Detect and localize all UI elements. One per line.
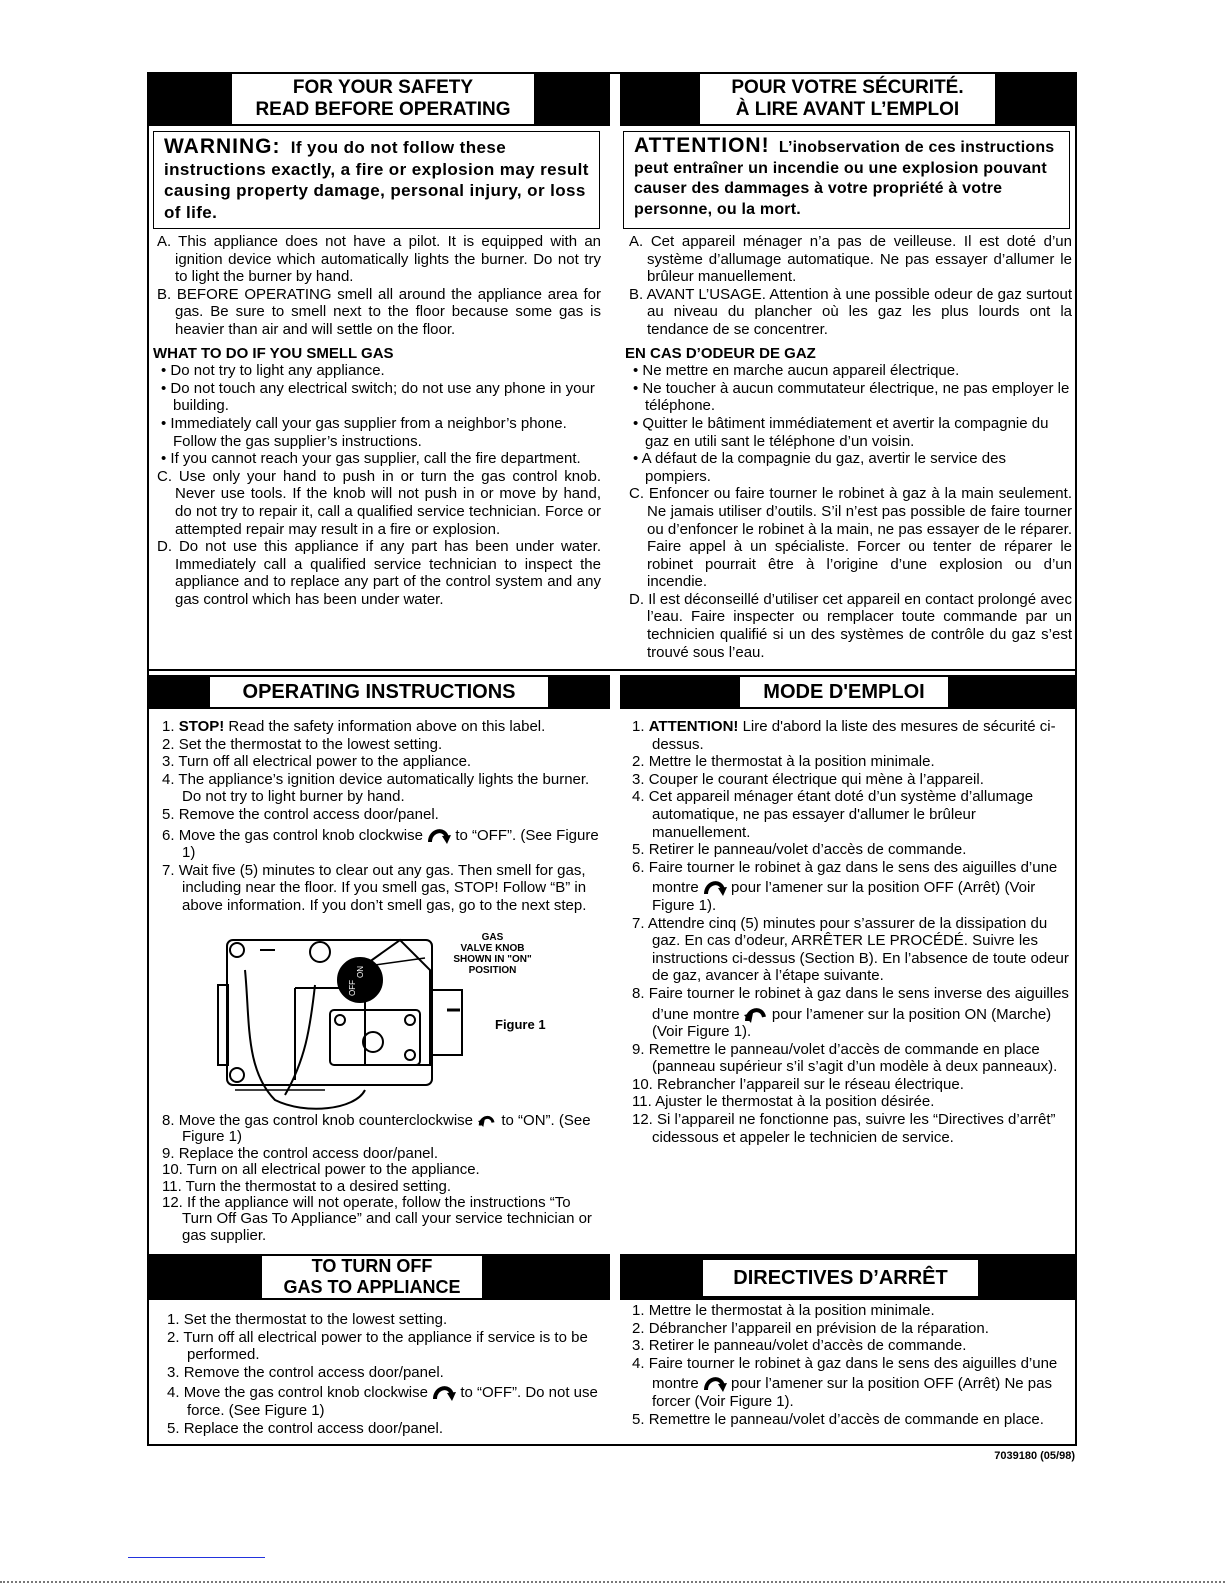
step-number: 7. [162, 861, 175, 879]
step-text: Turn off all electrical power to the appliance. [178, 753, 472, 771]
step-text: Ajuster le thermostat à la position désirée. [655, 1093, 935, 1111]
counterclockwise-arrow-icon [477, 1112, 497, 1127]
step-item [150, 771, 602, 806]
step-text: Move the gas control knob counterclockwise [178, 1112, 474, 1129]
step-text: Couper le courant électrique qui mène à l’appareil. [648, 770, 984, 788]
step-text: The appliance’s ignition device automatically lights the burner. Do not try to light burner by hand. [178, 770, 590, 806]
step-number: 11. [632, 1093, 652, 1111]
step-item [150, 1146, 602, 1162]
step-number: 5. [167, 1419, 180, 1437]
step-number: 1. [632, 718, 645, 735]
step-item [620, 859, 1072, 915]
warning-box-en [153, 131, 600, 229]
step-number: 5. [632, 841, 645, 859]
step-item [620, 985, 1072, 1041]
safety-item-c: C. Use only your hand to push in or turn the gas control knob. Never use tools. If the knob will not push in or move by hand, do not try to repair it, call a qualified service technician. Force or attempted repair may result in a fire or explosion. [157, 467, 601, 538]
step-text: Débrancher l’appareil en prévision de la réparation. [648, 1319, 989, 1337]
smell-gas-heading: EN CAS D’ODEUR DE GAZ [625, 344, 816, 362]
step-item [155, 1329, 600, 1364]
safety-item-b: B. AVANT L’USAGE. Attention à une possible odeur de gaz surtout au niveau du plancher où les gaz les plus lourds ont la tendance de se concentrer. [629, 285, 1072, 338]
step-text: Remove the control access door/panel. [183, 1363, 444, 1381]
title-line: READ BEFORE OPERATING [255, 99, 511, 120]
svg-text:OFF: OFF [348, 980, 357, 996]
safety-item-a: A. Cet appareil ménager n’a pas de veilleuse. Il est doté d’un système d’allumage automatique. Ne pas essayer d’allumer le brûleur manuellement. [629, 233, 1072, 286]
step-text: Move the gas control knob clockwise [183, 1384, 428, 1402]
step-text: pour l’amener sur la position OFF (Arrêt) Ne pas forcer (Voir Figure 1). [652, 1375, 1052, 1410]
turnoff-steps-fr [620, 1302, 1072, 1428]
step-number: 8. [162, 1112, 175, 1129]
bullet: • Ne toucher à aucun commutateur électrique, ne pas employer le téléphone. [633, 379, 1070, 415]
turnoff-title-fr: DIRECTIVES D’ARRÊT [703, 1260, 978, 1296]
step-text: Retirer le panneau/volet d’accès de commande. [648, 841, 967, 859]
step-number: 1. [167, 1311, 180, 1328]
step-number: 3. [632, 1337, 645, 1355]
step-text: Turn the thermostat to a desired setting. [185, 1177, 452, 1195]
operating-title-en: OPERATING INSTRUCTIONS [210, 677, 548, 707]
document-code: 7039180 (05/98) [994, 1450, 1075, 1462]
step-item [150, 806, 602, 824]
step-item [620, 788, 1072, 841]
step-text: to “OFF”. Do not use force. (See Figure 1) [187, 1384, 598, 1419]
step-item [620, 1041, 1072, 1076]
operating-title-fr: MODE D'EMPLOI [740, 677, 948, 707]
step-item [620, 1076, 1072, 1094]
step-item [620, 1093, 1072, 1111]
safety-item-b: B. BEFORE OPERATING smell all around the appliance area for gas. Be sure to smell next to the floor because some gas is heavier than air and will settle on the floor. [157, 285, 601, 338]
step-text: Mettre le thermostat à la position minimale. [648, 753, 935, 771]
operating-steps-en-continued [150, 1112, 602, 1244]
clockwise-arrow-icon [703, 1372, 727, 1392]
step-text: Mettre le thermostat à la position minimale. [648, 1302, 935, 1319]
step-number: 3. [167, 1363, 180, 1381]
clockwise-arrow-icon [427, 824, 451, 844]
step-item [150, 753, 602, 771]
step-number: 2. [632, 1319, 645, 1337]
operating-steps-fr [620, 718, 1072, 1146]
page-edge [0, 1581, 1225, 1583]
step-item [620, 915, 1072, 985]
step-text: Set the thermostat to the lowest setting. [178, 735, 443, 753]
bullet: • Ne mettre en marche aucun appareil électrique. [633, 362, 960, 380]
step-number: 8. [632, 984, 645, 1002]
step-number: 12. [162, 1194, 183, 1212]
step-item [155, 1381, 600, 1419]
step-text: Read the safety information above on this label. [224, 718, 546, 735]
step-text: pour l’amener sur la position OFF (Arrêt) (Voir Figure 1). [652, 879, 1036, 914]
step-emphasis: ATTENTION! [648, 718, 739, 735]
step-emphasis: STOP! [178, 718, 225, 735]
bullet: • If you cannot reach your gas supplier, call the fire department. [161, 450, 581, 468]
step-number: 1. [162, 718, 175, 735]
step-text: Replace the control access door/panel. [183, 1419, 444, 1437]
step-item [150, 736, 602, 754]
step-item [150, 1179, 602, 1195]
step-number: 5. [162, 805, 175, 823]
step-item [620, 771, 1072, 789]
step-text: Retirer le panneau/volet d’accès de commande. [648, 1337, 967, 1355]
title-line: POUR VOTRE SÉCURITÉ. [731, 77, 964, 98]
figure-caption: Figure 1 [495, 1017, 546, 1032]
step-text: Si l’appareil ne fonctionne pas, suivre les “Directives d’arrêt” cidessous et appeler le technicien de service. [652, 1111, 1056, 1146]
step-item [150, 824, 602, 862]
step-text: to “OFF”. (See Figure 1) [182, 826, 599, 862]
safety-title-fr [700, 74, 995, 124]
step-item [620, 1111, 1072, 1146]
step-item [620, 753, 1072, 771]
step-item [620, 1411, 1072, 1429]
step-number: 3. [162, 753, 175, 771]
step-text: Set the thermostat to the lowest setting. [183, 1311, 448, 1328]
step-item [620, 718, 1072, 753]
step-item [150, 718, 602, 736]
step-text: Faire tourner le robinet à gaz dans le sens des aiguilles d’une montre [648, 858, 1058, 897]
warning-label: ATTENTION! [634, 134, 770, 157]
safety-item-d: D. Do not use this appliance if any part has been under water. Immediately call a qualified service technician to inspect the appliance and to replace any part of the control system and any gas control which has been under water. [157, 538, 601, 608]
step-text: If the appliance will not operate, follow the instructions “To Turn Off Gas To Appliance” and call your service technician or gas supplier. [182, 1194, 592, 1244]
clockwise-arrow-icon [432, 1381, 456, 1401]
safety-item-d: D. Il est déconseillé d’utiliser cet appareil en contact prolongé avec l’eau. Faire inspecter ou remplacer toute commande par un technicien qualifié si un des systèmes de contrôle du gaz s’est trouvé sous l’eau. [629, 590, 1072, 661]
step-text: Remove the control access door/panel. [178, 805, 439, 823]
step-text: Wait five (5) minutes to clear out any gas. Then smell for gas, including near the floor. If you smell gas, STOP! Follow “B” in above information. If you don’t smell gas, go to the next step. [178, 861, 587, 914]
step-text: Move the gas control knob clockwise [178, 826, 423, 844]
step-number: 2. [632, 753, 645, 771]
turnoff-steps-en [155, 1311, 600, 1437]
step-text: Turn on all electrical power to the appliance. [186, 1161, 480, 1179]
smell-gas-heading: WHAT TO DO IF YOU SMELL GAS [153, 344, 394, 362]
step-number: 11. [162, 1177, 182, 1195]
step-text: Rebrancher l’appareil sur le réseau électrique. [657, 1075, 964, 1093]
safety-body-en [153, 233, 601, 608]
step-item [150, 1162, 602, 1178]
step-number: 4. [167, 1384, 180, 1402]
step-number: 9. [632, 1040, 645, 1058]
counterclockwise-arrow-icon [744, 1003, 768, 1023]
warning-text: L’inobservation de ces instructions peut entraîner un incendie ou une explosion pouvant causer des dammages à votre propriété à votre personne, ou la mort. [634, 139, 1055, 218]
step-number: 1. [632, 1302, 645, 1319]
step-item [155, 1311, 600, 1329]
step-number: 4. [162, 770, 175, 788]
step-text: Remettre le panneau/volet d’accès de commande en place. [648, 1410, 1044, 1428]
step-text: Turn off all electrical power to the appliance if service is to be performed. [183, 1328, 588, 1364]
bullet: • A défaut de la compagnie du gaz, avertir le service des pompiers. [633, 450, 1006, 485]
bullet: • Do not try to light any appliance. [161, 362, 385, 380]
step-text: Remettre le panneau/volet d’accès de commande en place (panneau supérieur s’il s’agit d’un modèle à deux panneaux). [648, 1040, 1058, 1076]
step-number: 3. [632, 770, 645, 788]
warning-text: If you do not follow these instructions exactly, a fire or explosion may result causing property damage, personal injury, or loss of life. [164, 138, 589, 222]
step-text: pour l’amener sur la position ON (Marche) (Voir Figure 1). [652, 1005, 1052, 1041]
step-number: 10. [632, 1075, 653, 1093]
turnoff-title-en: TO TURN OFF GAS TO APPLIANCE [262, 1256, 482, 1298]
step-item [155, 1364, 600, 1382]
title-line: FOR YOUR SAFETY [292, 77, 474, 98]
operating-steps-en [150, 718, 602, 915]
step-text: Faire tourner le robinet à gaz dans le sens inverse des aiguilles d’une montre [648, 984, 1069, 1023]
step-number: 4. [632, 788, 645, 806]
bullet: • Immediately call your gas supplier from a neighbor’s phone. Follow the gas supplier’s instructions. [161, 414, 567, 450]
safety-body-fr [625, 233, 1072, 661]
step-text: Cet appareil ménager étant doté d’un système d’allumage automatique, ne pas essayer d'allumer le brûleur manuellement. [648, 788, 1034, 841]
clockwise-arrow-icon [703, 876, 727, 896]
step-item [150, 862, 602, 915]
link-underline[interactable] [128, 1557, 265, 1558]
section-divider [147, 669, 1077, 671]
step-item [150, 1195, 602, 1244]
step-number: 2. [167, 1328, 180, 1346]
step-number: 12. [632, 1111, 653, 1129]
warning-label: WARNING: [164, 135, 281, 158]
step-number: 7. [632, 914, 645, 932]
step-number: 6. [632, 858, 645, 876]
step-item [620, 1320, 1072, 1338]
figure-callout: GAS VALVE KNOB SHOWN IN "ON" POSITION [453, 932, 532, 976]
safety-title-en [232, 74, 534, 124]
step-text: to “ON”. (See Figure 1) [182, 1112, 591, 1146]
step-text: Attendre cinq (5) minutes pour s’assurer de la dissipation du gaz. En cas d’odeur, ARRÊTER LE PROCÉDÉ. Suivre les instructions ci-dessus (Section B). En l’absence de toute odeur de gaz, avancer à l’étape suivante. [647, 914, 1069, 985]
step-item [620, 1302, 1072, 1320]
step-text: Replace the control access door/panel. [178, 1144, 439, 1162]
title-line: À LIRE AVANT L’EMPLOI [735, 99, 960, 120]
step-item [620, 1355, 1072, 1411]
step-text: Faire tourner le robinet à gaz dans le sens des aiguilles d’une montre [648, 1354, 1058, 1393]
safety-item-a: A. This appliance does not have a pilot. It is equipped with an ignition device which automatically lights the burner. Do not try to light the burner by hand. [157, 233, 601, 286]
step-item [155, 1420, 600, 1438]
step-number: 6. [162, 826, 175, 844]
step-item [620, 1337, 1072, 1355]
safety-item-c: C. Enfoncer ou faire tourner le robinet à gaz à la main seulement. Ne jamais utiliser d’outils. S’il n’est pas possible de faire tourner ou d’enfoncer le robinet à la main, ne pas essayer de le réparer. Faire appel à un spécialiste. Forcer ou tenter de réparer le robinet pourrait être à l’origine d’une explosion ou d’un incendie. [629, 485, 1072, 591]
warning-box-fr [623, 131, 1070, 229]
step-number: 10. [162, 1161, 183, 1179]
step-number: 2. [162, 735, 175, 753]
step-text: Lire d'abord la liste des mesures de sécurité ci-dessus. [652, 718, 1056, 753]
bullet: • Quitter le bâtiment immédiatement et avertir la compagnie du gaz en utili sant le téléphone d’un voisin. [633, 414, 1049, 450]
step-item [150, 1112, 602, 1146]
step-item [620, 841, 1072, 859]
step-number: 9. [162, 1144, 175, 1162]
step-number: 5. [632, 1410, 645, 1428]
bullet: • Do not touch any electrical switch; do not use any phone in your building. [161, 379, 595, 415]
step-number: 4. [632, 1354, 645, 1372]
svg-text:ON: ON [356, 966, 365, 978]
